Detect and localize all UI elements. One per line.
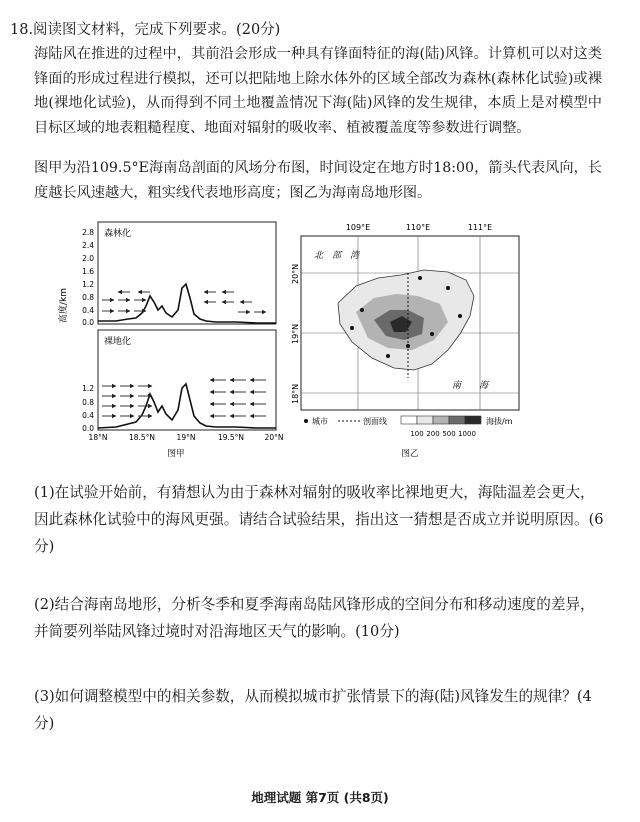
lon-label-111: 111°E (467, 223, 493, 232)
lat-label-20: 20°N (291, 263, 300, 284)
xtick-2: 18.5°N (128, 433, 156, 442)
city-dot-8 (430, 332, 434, 336)
bottom-panel-yticks (82, 384, 94, 433)
city-dot-6 (386, 354, 390, 358)
xtick-4: 19.5°N (217, 433, 245, 442)
ytick-top-7: 0.4 (82, 306, 94, 315)
ytick-top-2: 2.4 (82, 241, 94, 250)
legend-tick-500: 500 (442, 430, 456, 438)
legend-tick-1000: 1000 (458, 430, 476, 438)
figure-b (291, 223, 519, 459)
top-panel-yticks (82, 228, 94, 327)
xtick-3: 19°N (176, 433, 196, 442)
figure-area (56, 218, 566, 468)
terrain-line-top (98, 284, 276, 323)
top-panel-label: 森林化 (104, 229, 132, 239)
subquestion-1: (1)在试验开始前，有猜想认为由于森林对辐射的吸收率比裸地更大，海陆温差会更大，因此森林化试验中的海风更强。请结合试验结果，指出这一猜想是否成立并说明原因。(6分) (34, 484, 604, 555)
figure-b-caption: 图乙 (401, 449, 419, 459)
subquestion-2: (2)结合海南岛地形，分析冬季和夏季海南岛陆风锋形成的空间分布和移动速度的差异，并简要列举陆风锋过境时对沿海地区天气的影响。(10分) (34, 596, 595, 640)
ytick-top-8: 0.0 (82, 318, 94, 327)
xtick-5: 20°N (264, 433, 284, 442)
lat-labels (291, 264, 300, 404)
lon-label-110: 110°E (405, 223, 431, 232)
legend-tick-100: 100 (410, 430, 424, 438)
ytick-bottom-1: 1.2 (82, 384, 94, 393)
city-dot-5 (458, 314, 462, 318)
legend-section-label: 剖面线 (363, 417, 387, 426)
legend-swatch-2 (417, 416, 433, 424)
lat-label-19: 19°N (291, 323, 300, 344)
legend-city-dot (304, 419, 308, 423)
legend-swatch-4 (449, 416, 465, 424)
legend-tick-200: 200 (426, 430, 440, 438)
city-dot-3 (360, 308, 364, 312)
legend-swatch-5 (465, 416, 481, 424)
ytick-bottom-2: 0.8 (82, 398, 94, 407)
legend-swatch-3 (433, 416, 449, 424)
material-paragraph-1: 海陆风在推进的过程中，其前沿会形成一种具有锋面特征的海(陆)风锋。计算机可以对这类锋面的形成过程进行模拟，还可以把陆地上除水体外的区域全部改为森林(森林化试验)或裸地(裸地化试验)，从而得到不同土地覆盖情况下海(陆)风锋的发生规律，本质上是对模型中目标区域的地表粗糙程度、地面对辐射的吸收率、植被覆盖度等参数进行调整。 (34, 46, 602, 136)
sea-label-south: 南 海 (452, 381, 489, 391)
city-dot-7 (406, 344, 410, 348)
wind-arrows-top (102, 292, 266, 312)
xtick-1: 18°N (88, 433, 108, 442)
city-dot-1 (418, 276, 422, 280)
material-paragraph-2: 图甲为沿109.5°E海南岛剖面的风场分布图，时间设定在地方时18:00，箭头代表风向，长度越长风速越大，粗实线代表地形高度；图乙为海南岛地形图。 (34, 160, 602, 201)
subquestion-3: (3)如何调整模型中的相关参数，从而模拟城市扩张情景下的海(陆)风锋发生的规律？(4分) (34, 688, 592, 732)
page-footer: 地理试题 第7页 (共8页) (251, 790, 389, 805)
legend-elev-ticks (410, 430, 476, 438)
question-header: 18.阅读图文材料，完成下列要求。(20分) (10, 22, 281, 38)
bottom-panel-label: 裸地化 (104, 337, 132, 347)
lon-labels (346, 223, 492, 232)
ytick-top-1: 2.8 (82, 228, 94, 237)
y-axis-label: 高度/km (59, 287, 69, 323)
sea-label-north: 北 部 湾 (314, 251, 360, 261)
map-legend (304, 416, 513, 438)
ytick-top-3: 2.0 (82, 254, 94, 263)
ytick-top-5: 1.2 (82, 280, 94, 289)
ytick-top-4: 1.6 (82, 267, 94, 276)
lat-label-18: 18°N (291, 383, 300, 404)
legend-swatch-1 (401, 416, 417, 424)
x-axis-ticks (89, 433, 284, 442)
city-dot-2 (446, 286, 450, 290)
ytick-bottom-4: 0.0 (82, 424, 94, 433)
ytick-bottom-3: 0.4 (82, 411, 94, 420)
legend-elev-unit: 海拔/m (486, 417, 513, 426)
figure-a-caption: 图甲 (167, 449, 185, 459)
ytick-top-6: 0.8 (82, 293, 94, 302)
lon-label-109: 109°E (345, 223, 371, 232)
city-dot-4 (350, 326, 354, 330)
figure-a (57, 222, 283, 459)
legend-city-label: 城市 (312, 417, 328, 426)
